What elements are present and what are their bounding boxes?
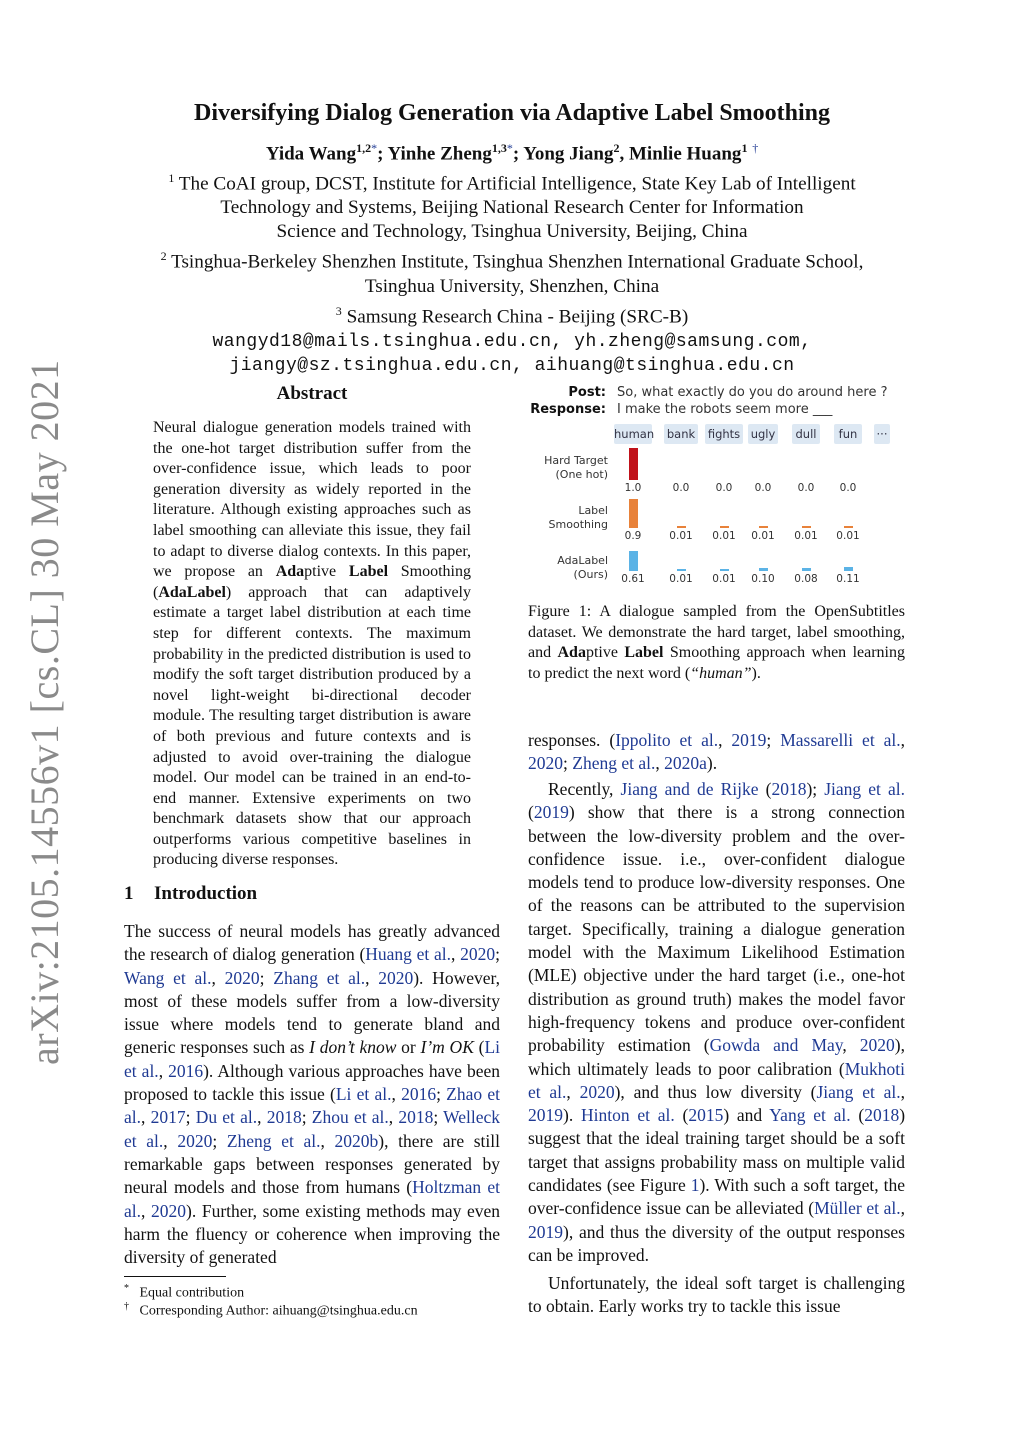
probability-bar [720, 569, 729, 571]
text: , [141, 1107, 151, 1128]
text: ). [563, 1105, 581, 1126]
probability-value: 0.9 [624, 530, 642, 542]
probability-bar [629, 551, 638, 571]
citation-link[interactable]: Gowda and May [709, 1035, 843, 1056]
citation-link[interactable]: Zheng et al. [572, 753, 656, 774]
text: ; [259, 967, 274, 988]
text: , [451, 944, 461, 965]
text: , [655, 753, 665, 774]
text: ). Further, some existing methods may even harm the fluency or coherence when improving the diversity of generated [124, 1200, 501, 1268]
vocab-word-chip: fun [834, 424, 862, 444]
aff-line: The CoAI group, DCST, Institute for Artificial Intelligence, State Key Lab of Intelligent [178, 173, 856, 195]
probability-value: 0.01 [751, 530, 775, 542]
row-label-line: (Ours) [573, 568, 608, 581]
author-sup: 1,2 [356, 141, 372, 155]
citation-link[interactable]: 2018 [864, 1105, 900, 1126]
text: ( [850, 1105, 865, 1126]
text: ; [563, 753, 573, 774]
citation-link[interactable]: Huang et al. [365, 944, 452, 965]
probability-value: 0.61 [621, 573, 645, 585]
probability-value: 0.01 [669, 573, 693, 585]
author-name: Yida Wang [265, 143, 357, 165]
citation-link[interactable]: 2019 [731, 730, 767, 750]
text: ( [473, 1037, 485, 1058]
citation-link[interactable]: Hinton et al. [580, 1105, 675, 1126]
row-label-line: Label [578, 504, 608, 517]
text: ), and thus low diversity ( [614, 1081, 817, 1102]
text: ; [495, 944, 500, 965]
citation-link[interactable]: Zhao et al. [124, 1084, 500, 1128]
aff-line: Samsung Research China - Beijing (SRC-B) [346, 306, 689, 328]
corresponding-mark[interactable]: † [752, 141, 759, 155]
citation-link[interactable]: 2018 [771, 779, 807, 799]
citation-link[interactable]: 2015 [688, 1105, 724, 1126]
probability-value: 0.0 [839, 482, 857, 494]
citation-link[interactable]: 2020b [334, 1130, 379, 1151]
aff-line: Science and Technology, Tsinghua University, Beijing, China [276, 221, 748, 243]
distribution-row-label [528, 504, 608, 532]
citation-link[interactable]: Ippolito et al. [615, 730, 719, 750]
probability-value: 0.01 [836, 530, 860, 542]
probability-value: 0.0 [754, 482, 772, 494]
vocab-word-chip: bank [664, 424, 698, 444]
probability-value: 0.08 [794, 573, 818, 585]
probability-bar [677, 526, 686, 528]
post-label: Post: [568, 385, 606, 400]
probability-value: 0.0 [715, 482, 733, 494]
citation-link[interactable]: 2020a [664, 753, 707, 774]
citation-link[interactable]: 2020 [177, 1130, 213, 1151]
citation-link[interactable]: Mukhoti et al. [528, 1058, 905, 1102]
author-sup: 1 [741, 141, 748, 155]
figure-1 [528, 380, 906, 595]
probability-value: 0.10 [751, 573, 775, 585]
citation-link[interactable]: Li et al. [124, 1037, 501, 1081]
vocab-word-chip: ··· [874, 424, 890, 444]
distribution-row-label [528, 554, 608, 582]
citation-link[interactable]: 2019 [528, 1221, 563, 1242]
author-sup: 1,3 [491, 141, 507, 155]
abstract-text [153, 418, 471, 871]
citation-link[interactable]: 2018 [266, 1107, 302, 1128]
aff-line: Tsinghua-Berkeley Shenzhen Institute, Tsinghua Shenzhen International Graduate School, [171, 251, 864, 273]
citation-link[interactable]: Massarelli et al. [780, 730, 901, 750]
probability-value: 0.0 [797, 482, 815, 494]
probability-value: 0.01 [712, 530, 736, 542]
caption-part: Figure 1: A dialogue sampled from the OpenSubtitles dataset. We demonstrate the hard target, label smoothing, and [528, 603, 905, 662]
footnote-text: Corresponding Author: aihuang@tsinghua.edu.cn [139, 1303, 418, 1319]
text: ); [806, 779, 825, 799]
text: ) show that there is a strong connection between the low-diversity problem and the over-confidence issue. i.e., over-confident dialogue models tend to produce low-diversity responses. One of the reasons can be attributed to the supervision target. Specifically, training a dialogue generation model with the Maximum Likelihood Estimation (MLE) objective under the hard target (i.e., one-hot distribution as ground truth) makes the model favor high-frequency tokens and produce over-confident probability estimation ( [528, 802, 905, 1056]
abstract-heading: Abstract [276, 383, 348, 404]
probability-bar [759, 568, 768, 571]
text: , [163, 1130, 178, 1151]
probability-value: 1.0 [624, 482, 642, 494]
affiliation-1 [0, 166, 1024, 378]
citation-link[interactable]: 2020 [378, 967, 414, 988]
text: ( [674, 1105, 689, 1126]
probability-bar [802, 526, 811, 528]
text: ; [766, 730, 781, 750]
citation-link[interactable]: 2020 [579, 1081, 615, 1102]
text: , [365, 967, 379, 988]
aff-mark: 3 [335, 303, 342, 318]
probability-bar [802, 568, 811, 571]
abstract-part: ) approach that can adaptively estimate a target label distribution at each time step for different contexts. The maximum probability in the predicted distribution is used to modify the soft target distribution produced by a novel light-weight bi-directional decoder module. The resulting target distribution is aware of both previous and future contexts and is adjusted to avoid over-training the dialogue model. Our model can be trained in an end-to-end manner. Extensive experiments on two benchmark datasets show that our approach outperforms various competitive baselines in producing diverse responses. [153, 583, 471, 869]
citation-link[interactable]: 2020 [151, 1200, 187, 1221]
text: ) and [723, 1105, 770, 1126]
caption-part: “human” [690, 664, 752, 682]
text: ) suggest that the ideal training target should be a soft target that assigns probability mass on multiple valid candidates (see Figure [528, 1105, 906, 1196]
text: ; [436, 1084, 447, 1105]
text: or [396, 1037, 421, 1058]
probability-bar [844, 567, 853, 571]
text: ). With such a soft target, the over-confidence issue can be alleviated ( [528, 1175, 906, 1219]
text: , [257, 1107, 267, 1128]
citation-link[interactable]: Zhang et al. [273, 967, 366, 988]
text: Recently, [548, 779, 621, 799]
text: , [158, 1060, 169, 1081]
response-text: I make the robots seem more ___ [617, 402, 833, 417]
section-title: Introduction [154, 883, 258, 904]
citation-link[interactable]: Zhou et al. [311, 1107, 389, 1128]
aff-line: Technology and Systems, Beijing National Research Center for Information [220, 197, 804, 219]
citation-link[interactable]: Li et al. [335, 1084, 392, 1105]
example-phrase: I don’t know [309, 1037, 397, 1058]
vocab-word-chip: ugly [748, 424, 778, 444]
text: ), and thus the diversity of the output responses can be improved. [528, 1221, 905, 1265]
aff-mark: 1 [168, 171, 175, 185]
probability-bar [759, 526, 768, 528]
text: , [900, 1198, 905, 1219]
citation-link[interactable]: 2019 [533, 802, 569, 823]
text: ), there are still remarkable gaps between responses generated by neural models and those from humans ( [124, 1130, 501, 1198]
vocab-word-chip: dull [792, 424, 820, 444]
author-list: Yida Wang$^{1,2*}$; Yinhe Zheng$^{1,3*}$; Yong Jiang$^2$, Minlie Huang$^1$ † [265, 141, 759, 165]
equal-contrib-mark[interactable]: * [371, 141, 378, 155]
response-label: Response: [530, 402, 606, 417]
probability-bar [677, 569, 686, 571]
citation-link[interactable]: 2020 [859, 1035, 895, 1056]
citation-link[interactable]: Jiang et al. [824, 779, 906, 799]
text: ; [212, 1130, 227, 1151]
post-text: So, what exactly do you do around here ? [617, 385, 888, 400]
text: ; [185, 1107, 196, 1128]
email-line: wangyd18@mails.tsinghua.edu.cn, yh.zheng@samsung.com, [212, 332, 812, 353]
probability-value: 0.0 [672, 482, 690, 494]
text: , [211, 967, 225, 988]
author-name: Yong Jiang [523, 143, 614, 165]
vocab-word-chip: human [614, 424, 652, 444]
caption-part: Ada [557, 644, 586, 662]
text: ; [433, 1107, 444, 1128]
caption-part: Smoothing approach when learning to predict the next word ( [528, 644, 905, 682]
text: , [842, 1035, 860, 1056]
abstract-part: ptive [304, 563, 349, 581]
text: ( [758, 779, 772, 799]
row-label-line: Smoothing [548, 518, 608, 531]
aff-mark: 2 [160, 249, 167, 264]
probability-value: 0.01 [669, 530, 693, 542]
citation-link[interactable]: Jiang et al. [816, 1081, 901, 1102]
citation-link[interactable]: 2019 [528, 1105, 563, 1126]
text: , [388, 1107, 399, 1128]
citation-link[interactable]: Du et al. [195, 1107, 258, 1128]
abstract-part: Label [348, 563, 389, 581]
text: , [900, 730, 905, 750]
text: The success of neural models has greatly advanced the research of dialog generation ( [124, 921, 500, 965]
footnote-text: Equal contribution [139, 1285, 245, 1301]
aff-line: Tsinghua University, Shenzhen, China [364, 275, 660, 297]
citation-link[interactable]: 2020 [224, 967, 260, 988]
intro-paragraph [124, 920, 500, 1269]
abstract-part: Ada [275, 563, 305, 581]
text: , [566, 1081, 580, 1102]
row-label-line: AdaLabel [557, 554, 608, 567]
paper-title: Diversifying Dialog Generation via Adaptive Label Smoothing [193, 100, 831, 126]
figure-caption [528, 602, 905, 684]
abstract-part: Smoothing ( [153, 563, 472, 601]
caption-part: ). [751, 664, 761, 682]
distribution-row-label [528, 454, 608, 482]
example-phrase: I’m OK [420, 1037, 474, 1058]
probability-bar [629, 448, 638, 480]
text: ( [528, 802, 534, 823]
probability-bar [844, 526, 853, 528]
citation-link[interactable]: 2016 [168, 1060, 204, 1081]
equal-contrib-mark[interactable]: * [506, 141, 513, 155]
citation-link[interactable]: Müller et al. [814, 1198, 901, 1219]
probability-bar [629, 499, 638, 528]
footnote-rule [124, 1276, 226, 1277]
text: responses. ( [528, 730, 616, 750]
paragraph [528, 778, 905, 1267]
caption-part: Label [624, 644, 664, 662]
text: ). Although various approaches have been proposed to tackle this issue ( [124, 1060, 500, 1105]
citation-link[interactable]: 2020 [460, 944, 496, 965]
citation-link[interactable]: Zheng et al. [226, 1130, 321, 1151]
row-label-line: Hard Target [544, 454, 608, 467]
citation-link[interactable]: 2020 [528, 753, 563, 774]
arxiv-stamp: arXiv:2105.14556v1 [cs.CL] 30 May 2021 [22, 359, 67, 1065]
paragraph: Unfortunately, the ideal soft target is challenging to obtain. Early works try to tackle this issue [528, 1273, 905, 1317]
text: , [320, 1130, 335, 1151]
probability-value: 0.01 [794, 530, 818, 542]
citation-link[interactable]: Welleck et al. [124, 1107, 501, 1151]
text: , [141, 1200, 152, 1221]
probability-value: 0.01 [712, 573, 736, 585]
text: , [391, 1084, 402, 1105]
author-name: Yinhe Zheng [387, 143, 492, 165]
citation-link[interactable]: 2016 [401, 1084, 437, 1105]
citation-link[interactable]: 2018 [398, 1107, 434, 1128]
caption-part: ptive [585, 644, 625, 662]
author-sup: 2 [613, 141, 620, 155]
section-number: 1 [124, 883, 134, 904]
footnote-2 [124, 1298, 418, 1321]
footnote-mark: * [124, 1283, 129, 1294]
text: ), which ultimately leads to poor calibration ( [528, 1035, 905, 1079]
citation-link[interactable]: Yang et al. [769, 1105, 851, 1126]
citation-link[interactable]: Wang et al. [124, 967, 212, 988]
text: ). However, most of these models suffer from a low-diversity issue where models tend to generate bland and generic responses such as [124, 967, 500, 1058]
author-name: Minlie Huang [629, 143, 742, 165]
section-heading [124, 883, 257, 905]
text: ; [301, 1107, 312, 1128]
probability-value: 0.11 [836, 573, 860, 585]
text: ). [706, 753, 718, 774]
probability-bar [720, 526, 729, 528]
abstract-part: Neural dialogue generation models trained with the one-hot target distribution suffer from the over-confidence issue, which leads to poor generation diversity as widely reported in the literature. Although existing approaches such as label smoothing can alleviate this issue, they fail to adapt to diverse dialog contexts. In this paper, we propose an [153, 419, 471, 581]
text: , [900, 1081, 906, 1102]
row-label-line: (One hot) [555, 468, 608, 481]
citation-link[interactable]: Jiang and de Rijke [620, 779, 759, 799]
citation-link[interactable]: Holtzman et al. [124, 1177, 500, 1221]
citation-link[interactable]: 2017 [150, 1107, 186, 1128]
vocab-word-chip: fights [705, 424, 743, 444]
paragraph-continued [528, 729, 905, 776]
footnote-mark: † [124, 1301, 129, 1312]
text: , [718, 730, 732, 750]
email-line: jiangy@sz.tsinghua.edu.cn, aihuang@tsinghua.edu.cn [229, 356, 795, 377]
abstract-part: AdaLabel [158, 583, 226, 601]
figure-ref-link[interactable]: 1 [690, 1175, 700, 1196]
